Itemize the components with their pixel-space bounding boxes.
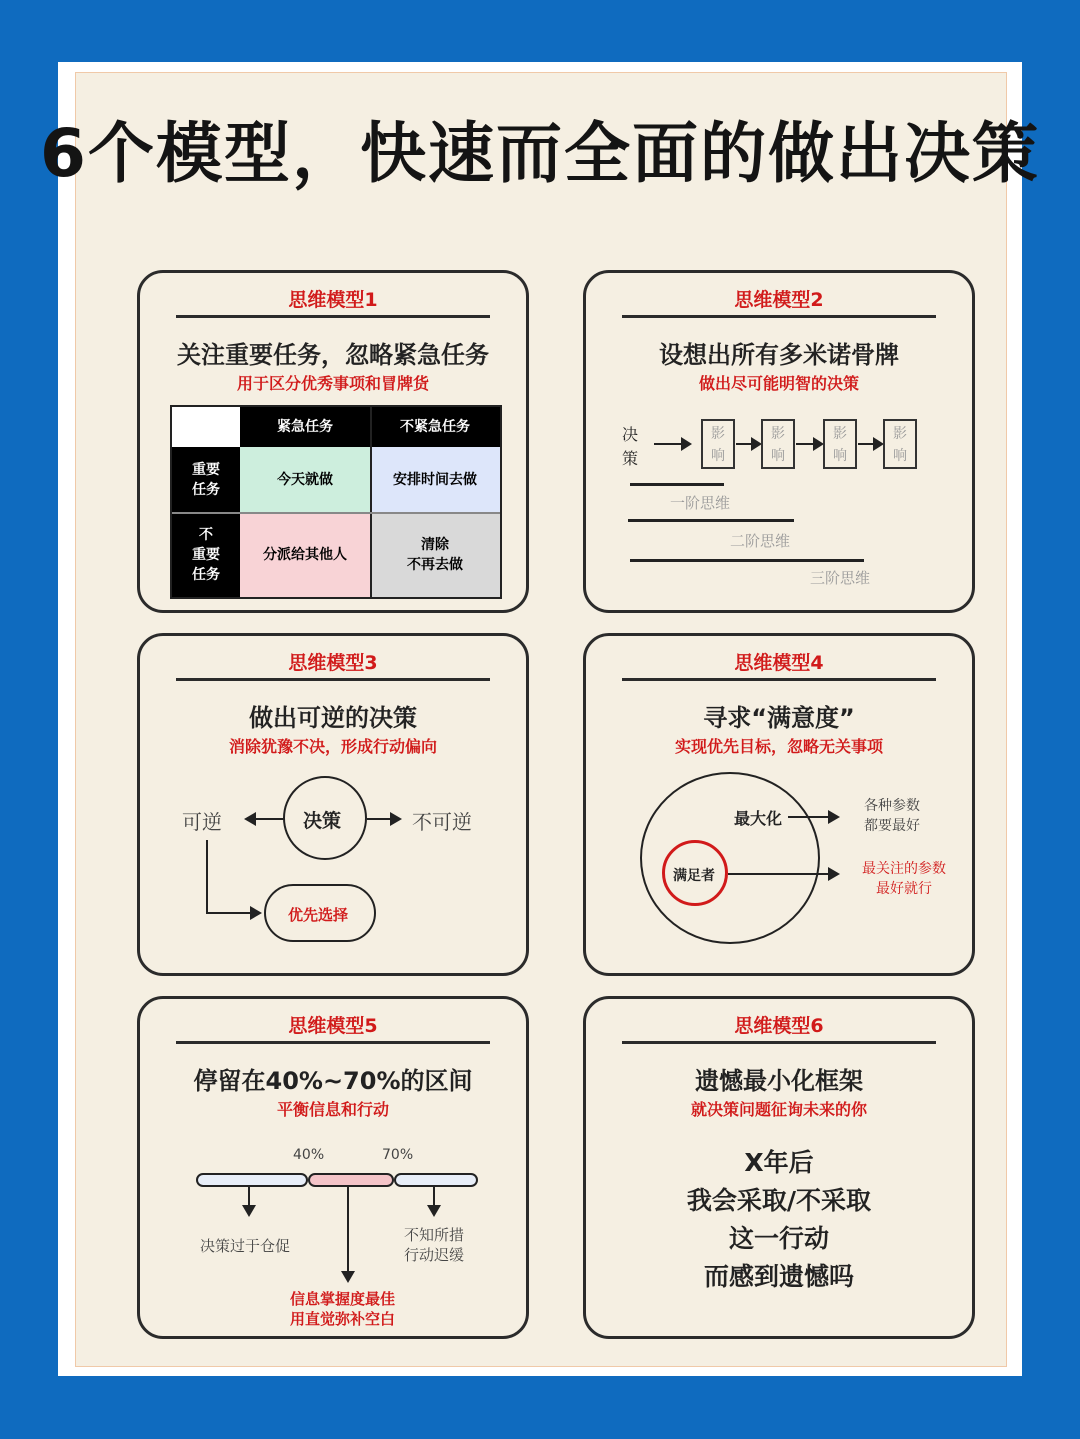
connector-horizontal	[206, 912, 250, 914]
model-4-subtitle: 实现优先目标，忽略无关事项	[674, 737, 883, 756]
satisfier-note: 最关注的参数 最好就行	[862, 861, 946, 897]
irreversible-label: 不可逆	[412, 810, 472, 834]
arrow-left-line	[254, 818, 284, 820]
question-line-3: 这一行动	[728, 1224, 829, 1253]
level-2-line	[628, 519, 794, 522]
range-segment-high	[394, 1173, 478, 1187]
question-line-2: 我会采取/不采取	[686, 1186, 872, 1215]
cell-schedule: 安排时间去做	[370, 447, 500, 513]
decision-label: 决策	[303, 810, 342, 832]
arrow	[796, 443, 822, 445]
model-6-subtitle: 就决策问题征询未来的你	[690, 1100, 867, 1119]
satisfier-label: 满足者	[673, 868, 715, 884]
arrow	[858, 443, 882, 445]
level-3-label: 三阶思维	[810, 569, 871, 587]
pointer-low-head	[242, 1205, 256, 1217]
cell-delegate: 分派给其他人	[240, 513, 370, 597]
col-header-urgent: 紧急任务	[240, 407, 370, 447]
model-5-tag: 思维模型5	[288, 1015, 378, 1037]
maximize-note: 各种参数 都要最好	[864, 798, 920, 834]
decision-label: 决 策	[622, 425, 639, 468]
maximize-label: 最大化	[734, 809, 783, 828]
col-header-not-urgent: 不紧急任务	[370, 407, 500, 447]
label-40-percent: 40%	[293, 1147, 325, 1163]
model-1-tag: 思维模型1	[288, 289, 378, 311]
model-3-heading: 做出可逆的决策	[249, 704, 417, 732]
impact-box-2: 影 响	[761, 419, 795, 469]
model-2-subtitle: 做出尽可能明智的决策	[698, 374, 859, 393]
model-5-subtitle: 平衡信息和行动	[276, 1100, 389, 1119]
pointer-high-head	[427, 1205, 441, 1217]
too-hasty-label: 决策过于仓促	[200, 1237, 291, 1255]
model-4-card	[583, 633, 975, 976]
divider	[176, 678, 490, 681]
model-2-tag: 思维模型2	[734, 289, 824, 311]
level-1-line	[630, 483, 724, 486]
question-line-1: X年后	[744, 1148, 814, 1177]
matrix-gridline	[370, 407, 372, 597]
model-4-tag: 思维模型4	[734, 652, 824, 674]
model-5-card	[137, 996, 529, 1339]
impact-box-4: 影 响	[883, 419, 917, 469]
divider	[622, 678, 936, 681]
model-1-subtitle: 用于区分优秀事项和冒牌货	[236, 374, 429, 393]
row-header-not-important: 不 重要 任务	[172, 513, 240, 597]
best-range-label: 信息掌握度最佳 用直觉弥补空白	[290, 1290, 396, 1328]
row-header-important: 重要 任务	[172, 447, 240, 513]
cell-eliminate: 清除 不再去做	[370, 513, 500, 597]
connector-vertical	[206, 840, 208, 914]
level-2-label: 二阶思维	[730, 532, 791, 550]
arrow	[654, 443, 690, 445]
satisfier-arrow-line	[728, 873, 828, 875]
matrix-corner	[172, 407, 240, 447]
pointer-low-line	[248, 1187, 250, 1205]
pointer-optimal-head	[341, 1271, 355, 1283]
model-2-card	[583, 270, 975, 613]
pointer-high-line	[433, 1187, 435, 1205]
maximize-arrow-head	[828, 810, 840, 824]
range-segment-low	[196, 1173, 308, 1187]
divider	[176, 1041, 490, 1044]
label-70-percent: 70%	[382, 1147, 414, 1163]
priority-label: 优先选择	[288, 906, 349, 924]
model-6-card	[583, 996, 975, 1339]
impact-box-1: 影 响	[701, 419, 735, 469]
pointer-optimal-line	[347, 1187, 349, 1271]
model-1-card	[137, 270, 529, 613]
question-line-4: 而感到遗憾吗	[703, 1262, 854, 1291]
matrix-gridline	[172, 512, 500, 514]
satisfier-arrow-head	[828, 867, 840, 881]
arrow-right-line	[367, 818, 391, 820]
connector-arrow-head	[250, 906, 262, 920]
model-2-heading: 设想出所有多米诺骨牌	[659, 341, 899, 369]
model-3-subtitle: 消除犹豫不决，形成行动偏向	[228, 737, 437, 756]
divider	[622, 1041, 936, 1044]
level-1-label: 一阶思维	[670, 494, 731, 512]
model-5-heading: 停留在40%~70%的区间	[193, 1067, 473, 1095]
page-title: 6个模型，快速而全面的做出决策	[40, 115, 1040, 192]
maximize-arrow-line	[788, 816, 828, 818]
eisenhower-matrix	[170, 405, 502, 599]
cell-do-today: 今天就做	[240, 447, 370, 513]
reversible-label: 可逆	[182, 810, 222, 834]
arrow-right-head	[390, 812, 402, 826]
impact-box-3: 影 响	[823, 419, 857, 469]
arrow	[736, 443, 760, 445]
model-6-heading: 遗憾最小化框架	[695, 1067, 863, 1095]
divider	[622, 315, 936, 318]
too-slow-label: 不知所措 行动迟缓	[404, 1226, 465, 1264]
model-1-heading: 关注重要任务，忽略紧急任务	[177, 341, 489, 369]
model-4-heading: 寻求“满意度”	[703, 704, 855, 732]
model-6-tag: 思维模型6	[734, 1015, 824, 1037]
level-3-line	[630, 559, 864, 562]
model-3-card	[137, 633, 529, 976]
divider	[176, 315, 490, 318]
range-segment-optimal	[308, 1173, 394, 1187]
model-3-tag: 思维模型3	[288, 652, 378, 674]
